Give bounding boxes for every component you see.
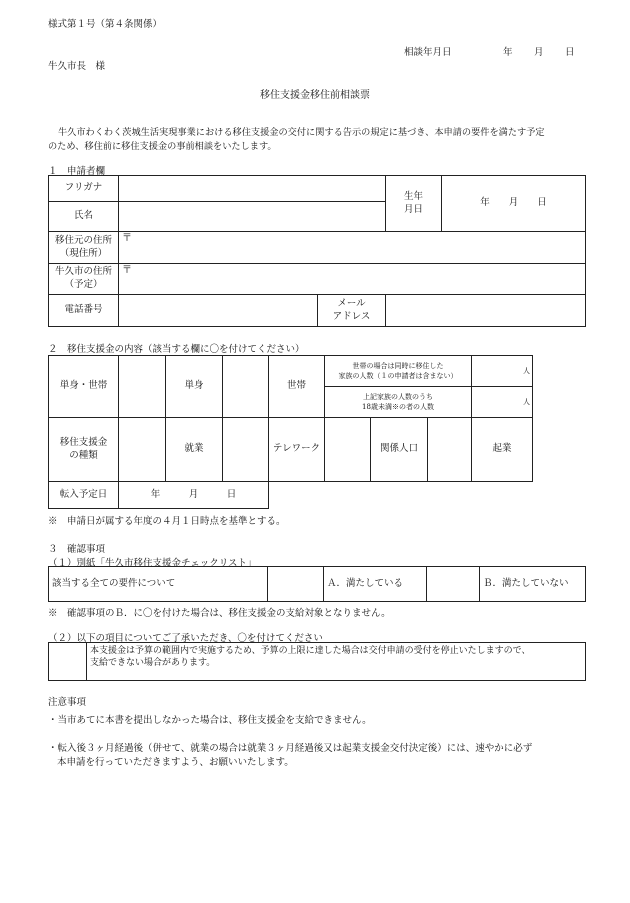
applicant-table — [48, 175, 586, 327]
name-field[interactable] — [119, 202, 386, 232]
consult-date-year: 年 — [503, 47, 513, 58]
consult-date-day: 日 — [565, 47, 575, 58]
consult-date-label: 相談年月日 — [404, 47, 452, 58]
ushiku-address-field[interactable] — [119, 264, 586, 295]
move-date-table — [48, 481, 269, 509]
startup-check[interactable] — [428, 418, 472, 482]
mail-field[interactable] — [386, 295, 586, 327]
single-label: 単身 — [166, 356, 223, 418]
base-date-note: ※ 申請日が属する年度の４月１日時点を基準とする。 — [48, 516, 286, 527]
acknowledge-check[interactable] — [49, 643, 87, 681]
acknowledge-table — [48, 642, 586, 681]
birthdate-field[interactable] — [442, 176, 586, 232]
zip-mark: 〒 — [122, 265, 132, 276]
ushiku-address-label: 牛久市の住所 （予定） — [49, 264, 119, 295]
notes-item-1: ・当市あてに本書を提出しなかった場合は、移住支援金を支給できません。 — [48, 715, 372, 726]
subsidy-kind-label: 移住支援金 の種類 — [49, 418, 119, 482]
section3-heading: ３ 確認事項 — [48, 544, 106, 555]
birth-day: 日 — [537, 197, 547, 209]
telework-label: テレワーク — [269, 418, 325, 482]
option-b-note: ※ 確認事項のＢ．に〇を付けた場合は、移住支援金の支給対象となりません。 — [48, 608, 391, 619]
move-day: 日 — [226, 488, 237, 500]
origin-address-label: 移住元の住所 （現住所） — [49, 232, 119, 264]
related-population-label: 関係人口 — [371, 418, 428, 482]
related-population-check[interactable] — [325, 418, 371, 482]
family-count-field[interactable]: 人 — [472, 356, 533, 387]
single-check[interactable] — [119, 356, 166, 418]
startup-label: 起業 — [472, 418, 533, 482]
family-count-label: 世帯の場合は同時に移住した 家族の人数（１の申請者は含まない） — [325, 356, 472, 387]
checklist-subheading: （１）別紙「牛久市移住支援金チェックリスト」 — [48, 558, 257, 569]
origin-address-field[interactable] — [119, 232, 586, 264]
addressee: 牛久市長 様 — [48, 61, 106, 72]
name-label: 氏名 — [49, 202, 119, 232]
household-type-label: 単身・世帯 — [49, 356, 119, 418]
move-date-label: 転入予定日 — [49, 482, 119, 509]
checklist-table — [48, 566, 586, 602]
phone-field[interactable] — [119, 295, 318, 327]
section2-heading: ２ 移住支援金の内容（該当する欄に〇を付けてください） — [48, 344, 305, 355]
option-b-label: Ｂ．満たしていない — [480, 567, 586, 602]
page-title: 移住支援金移住前相談票 — [260, 90, 370, 101]
household-label: 世帯 — [269, 356, 325, 418]
option-a-check[interactable] — [268, 567, 324, 602]
budget-notice: 本支援金は予算の範囲内で実施するため、予算の上限に達した場合は交付申請の受付を停止いたしますので、 支給できない場合があります。 — [87, 643, 586, 681]
notes-item-2-line-1: ・転入後３ヶ月経過後（併せて、就業の場合は就業３ヶ月経過後又は起業支援金交付決定後）には、速やかに必ず — [48, 743, 533, 754]
under18-count-field[interactable]: 人 — [472, 387, 533, 418]
phone-label: 電話番号 — [49, 295, 119, 327]
employment-check[interactable] — [119, 418, 166, 482]
household-check[interactable] — [223, 356, 269, 418]
move-date-field[interactable] — [119, 482, 269, 509]
mail-label: メール アドレス — [318, 295, 386, 327]
notes-heading: 注意事項 — [48, 697, 87, 708]
birthdate-label: 生年 月日 — [386, 176, 442, 232]
intro-line-2: のため、移住前に移住支援金の事前相談をいたします。 — [48, 141, 277, 152]
telework-check[interactable] — [223, 418, 269, 482]
move-year: 年 — [150, 488, 161, 500]
notes-item-2-line-2: 本申請を行っていただきますよう、お願いいたします。 — [57, 757, 294, 768]
furigana-field[interactable] — [119, 176, 386, 202]
furigana-label: フリガナ — [49, 176, 119, 202]
form-number: 様式第１号（第４条関係） — [48, 19, 163, 30]
intro-line-1: 牛久市わくわく茨城生活実現事業における移住支援金の交付に関する告示の規定に基づき、本申請の要件を満たす予定 — [58, 127, 545, 138]
option-a-label: Ａ．満たしている — [324, 567, 427, 602]
subsidy-table — [48, 355, 533, 482]
requirements-label: 該当する全ての要件について — [49, 567, 268, 602]
acknowledge-subheading: （２）以下の項目についてご了承いただき、〇を付けてください — [48, 633, 323, 644]
birth-year: 年 — [480, 197, 490, 209]
option-b-check[interactable] — [427, 567, 480, 602]
birth-month: 月 — [508, 197, 519, 209]
under18-count-label: 上記家族の人数のうち 18歳未満※の者の人数 — [325, 387, 472, 418]
move-month: 月 — [188, 488, 199, 500]
employment-label: 就業 — [166, 418, 223, 482]
consult-date-month: 月 — [534, 47, 544, 58]
zip-mark: 〒 — [122, 233, 132, 244]
section1-heading: １ 申請者欄 — [48, 166, 106, 177]
